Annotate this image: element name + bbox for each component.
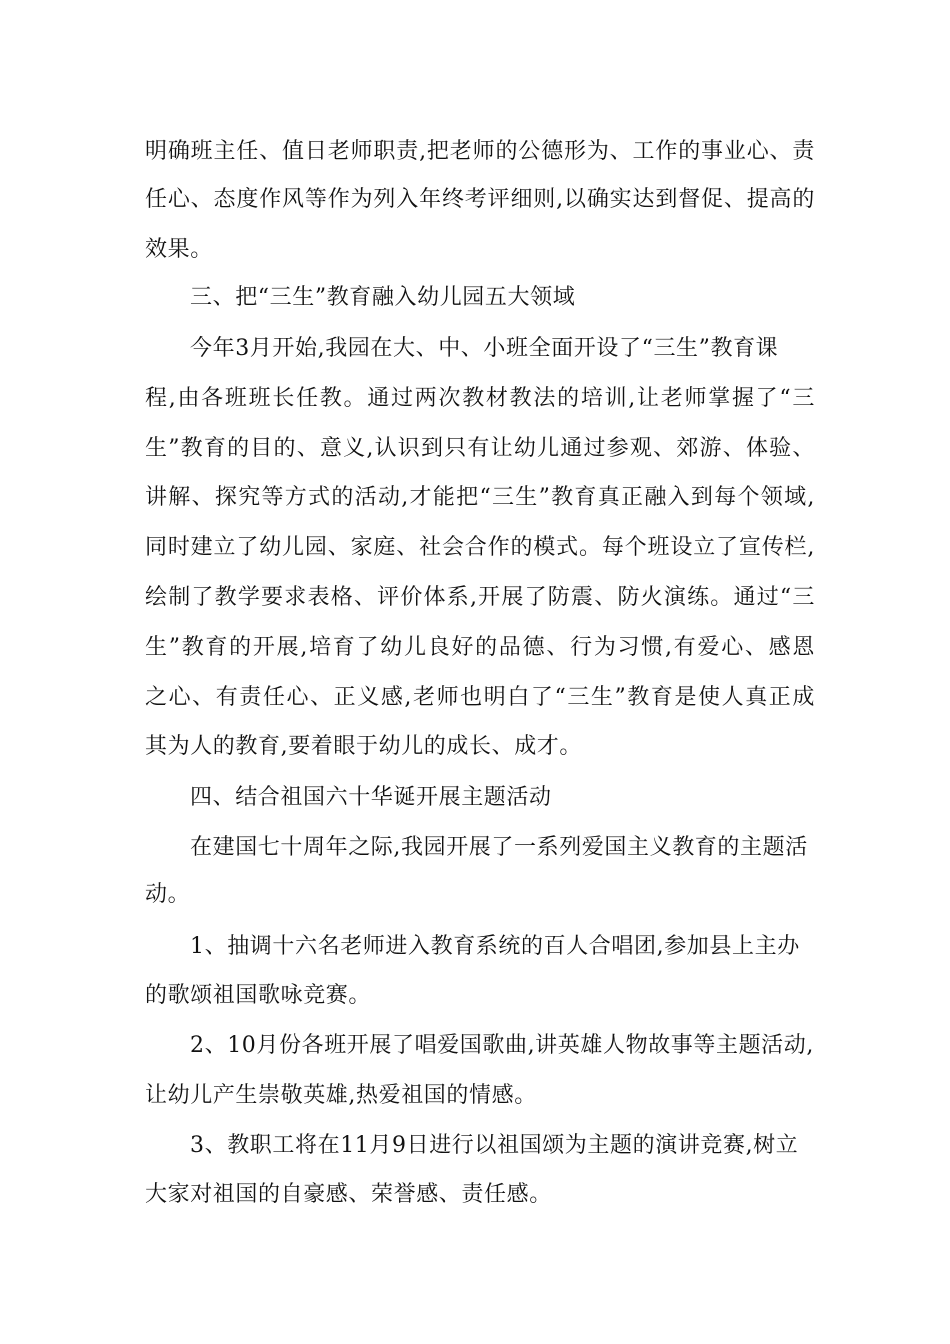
list-item-continuation: 的歌颂祖国歌咏竞赛。 [145,983,372,1008]
paragraph-line: 今年3月开始,我园在大、中、小班全面开设了“三生”教育课 [190,336,779,361]
paragraph-line: 动。 [145,882,191,907]
paragraph-line: 之心、有责任心、正义感,老师也明白了“三生”教育是使人真正成 [145,685,815,710]
section-heading: 四、结合祖国六十华诞开展主题活动 [190,785,552,810]
list-item-continuation: 大家对祖国的自豪感、荣誉感、责任感。 [145,1182,552,1207]
paragraph-line: 任心、态度作风等作为列入年终考评细则,以确实达到督促、提高的 [145,187,815,212]
paragraph-line: 讲解、探究等方式的活动,才能把“三生”教育真正融入到每个领域, [145,485,815,510]
paragraph-line: 效果。 [145,237,213,262]
list-item: 3、教职工将在11月9日进行以祖国颂为主题的演讲竞赛,树立 [190,1133,799,1158]
paragraph-line: 明确班主任、值日老师职责,把老师的公德形为、工作的事业心、责 [145,139,815,164]
paragraph-line: 在建国七十周年之际,我园开展了一系列爱国主义教育的主题活 [190,835,808,860]
section-heading: 三、把“三生”教育融入幼儿园五大领域 [190,285,576,310]
paragraph-line: 程,由各班班长任教。通过两次教材教法的培训,让老师掌握了“三 [145,386,815,411]
list-item-continuation: 让幼儿产生崇敬英雄,热爱祖国的情感。 [145,1083,537,1108]
paragraph-line: 生”教育的目的、意义,认识到只有让幼儿通过参观、郊游、体验、 [145,436,815,461]
list-item: 2、10月份各班开展了唱爱国歌曲,讲英雄人物故事等主题活动, [190,1033,814,1058]
paragraph-line: 绘制了教学要求表格、评价体系,开展了防震、防火演练。通过“三 [145,585,815,610]
paragraph-line: 同时建立了幼儿园、家庭、社会合作的模式。每个班设立了宣传栏, [145,535,815,560]
list-item: 1、抽调十六名老师进入教育系统的百人合唱团,参加县上主办 [190,934,800,959]
paragraph-line: 其为人的教育,要着眼于幼儿的成长、成才。 [145,734,582,759]
paragraph-line: 生”教育的开展,培育了幼儿良好的品德、行为习惯,有爱心、感恩 [145,635,815,660]
